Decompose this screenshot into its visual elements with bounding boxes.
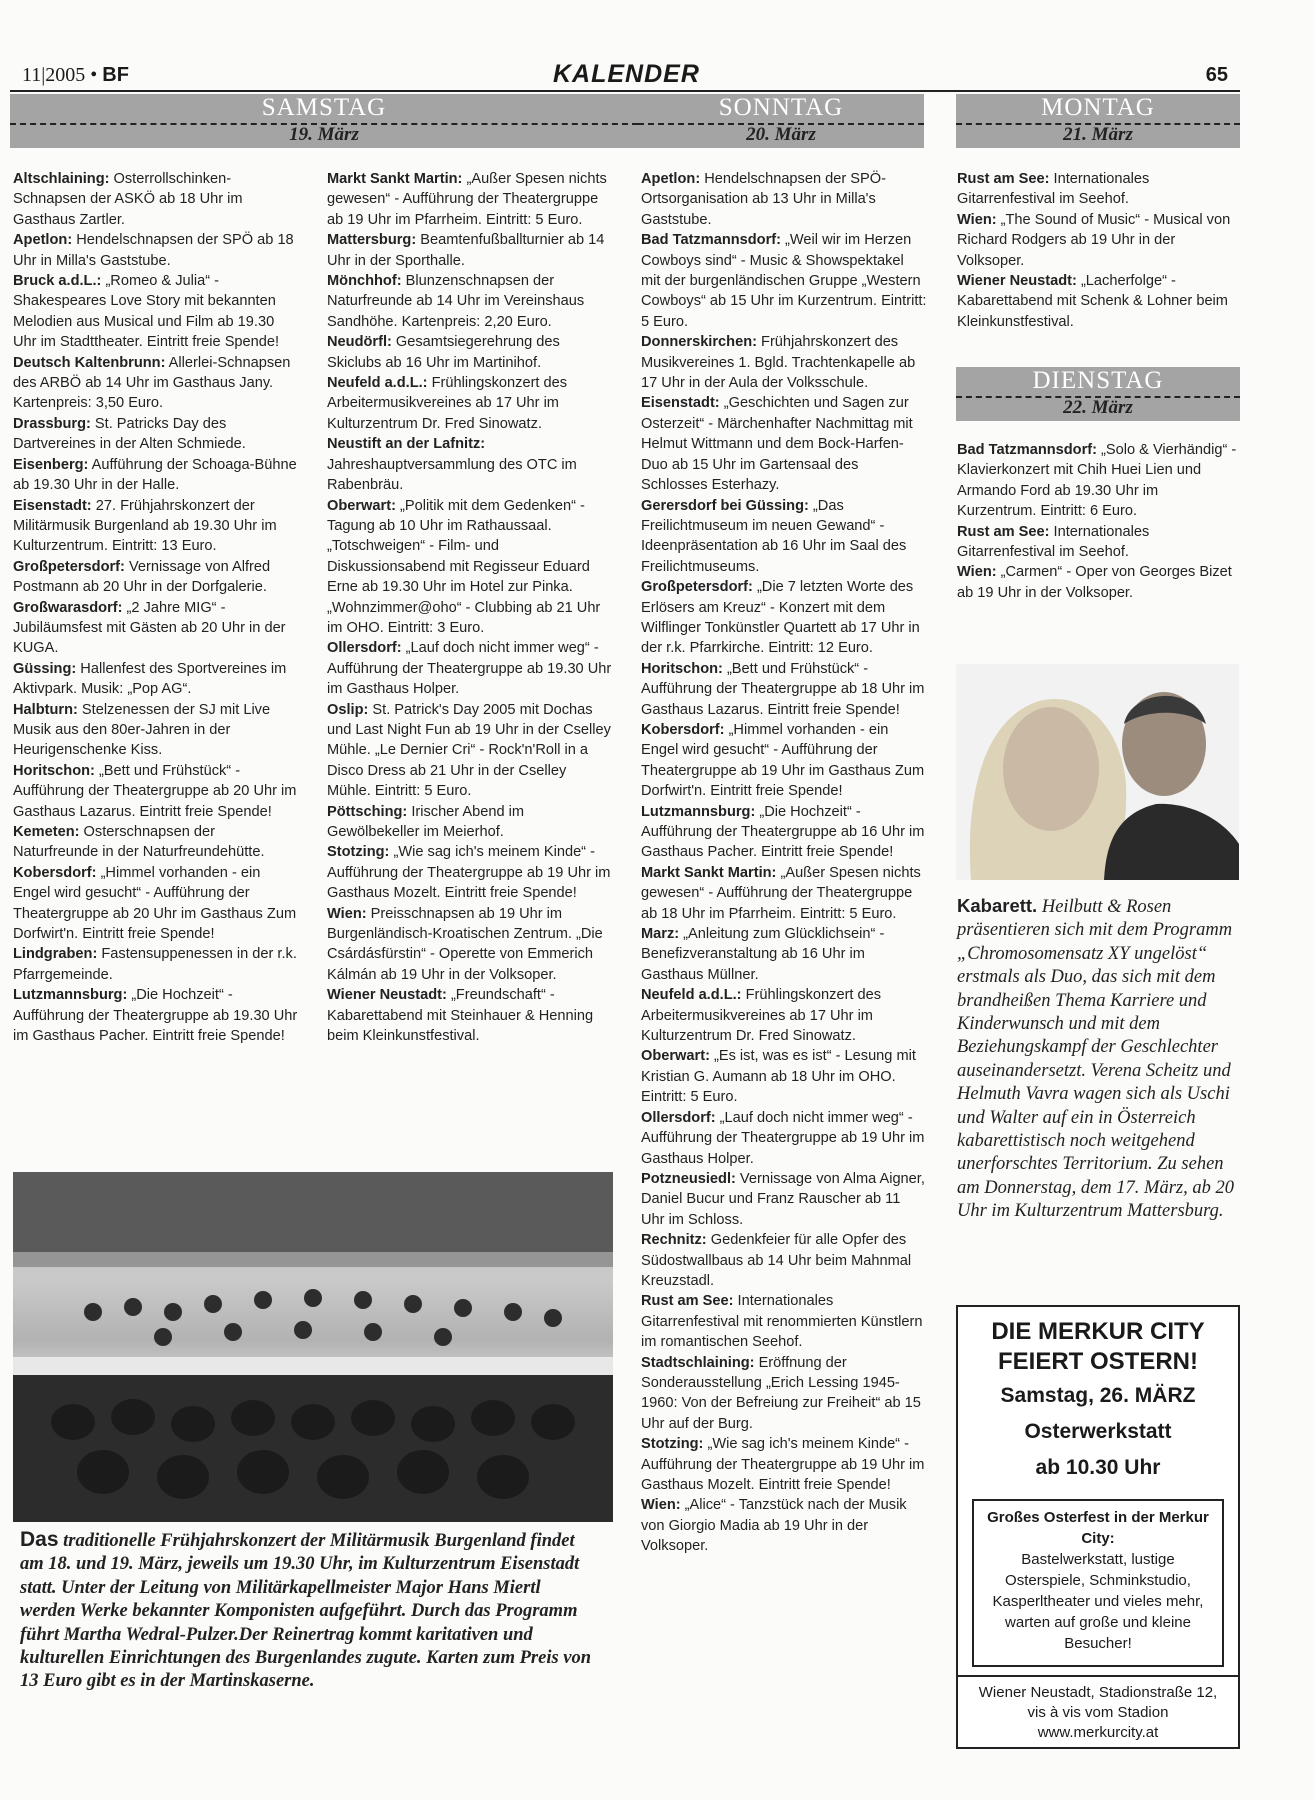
- ad-headline-1: DIE MERKUR CITY: [991, 1318, 1205, 1345]
- event-entry: [13, 414, 299, 455]
- event-description: „Alice“ - Tanzstück nach der Musik von Giorgio Madia ab 19 Uhr in der Volksoper.: [641, 1497, 907, 1555]
- event-place: Kobersdorf:: [641, 721, 725, 738]
- event-entry: [327, 842, 613, 903]
- event-description: „Himmel vorhanden - ein Engel wird gesucht“ - Aufführung der Theatergruppe ab 20 Uhr im Gasthaus Zum Dorfwirt'n. Eintritt freie Spende!: [13, 864, 297, 943]
- magazine-name: BF: [102, 64, 129, 86]
- event-entry: [641, 1169, 927, 1230]
- event-entry: [641, 393, 927, 495]
- dashed-divider: [956, 396, 1240, 398]
- event-place: Wien:: [641, 1497, 681, 1514]
- event-entry: [13, 659, 299, 700]
- event-place: Wien:: [327, 905, 367, 922]
- event-description: „Lauf doch nicht immer weg“ - Aufführung der Theatergruppe ab 19 Uhr im Gasthaus Holper.: [641, 1109, 925, 1167]
- event-description: Irischer Abend im Gewölbekeller im Meierhof.: [327, 803, 525, 840]
- event-place: Oslip:: [327, 701, 369, 718]
- day-name: MONTAG: [1041, 94, 1155, 121]
- event-description: „Die Hochzeit“ - Aufführung der Theatergruppe ab 19.30 Uhr im Gasthaus Pacher. Eintritt freie Spende!: [13, 987, 298, 1045]
- event-description: Beamtenfußballturnier ab 14 Uhr in der Sporthalle.: [327, 232, 605, 269]
- kabarett-photo: [956, 664, 1239, 880]
- ad-website: www.merkurcity.at: [1037, 1724, 1159, 1741]
- event-entry: [13, 230, 299, 271]
- event-place: Donnerskirchen:: [641, 334, 757, 351]
- orchestra-illustration: [13, 1172, 613, 1522]
- event-description: Hendelschnapsen der SPÖ-Ortsorganisation ab 13 Uhr in Milla's Gaststube.: [641, 171, 886, 228]
- issue-number: 11|2005: [22, 64, 86, 86]
- event-place: Altschlaining:: [13, 171, 110, 187]
- event-description: Gedenkfeier für alle Opfer des Südostwallbaus ab 14 Uhr beim Mahnmal Kreuzstadl.: [641, 1232, 912, 1289]
- event-entry: [957, 522, 1239, 563]
- event-place: Wien:: [957, 211, 997, 228]
- event-description: St. Patricks Day des Dartvereines in der Alten Schmiede.: [13, 415, 246, 453]
- event-entry: [957, 271, 1239, 332]
- event-entry: [641, 332, 927, 393]
- event-description: „Wie sag ich's meinem Kinde“ - Aufführung der Theatergruppe ab 19 Uhr im Gasthaus Mozelt. Eintritt freie Spende!: [641, 1436, 925, 1493]
- event-place: Eisenberg:: [13, 456, 89, 473]
- caption-text: traditionelle Frühjahrskonzert der Militärmusik Burgenland findet am 18. und 19. März, jeweils um 19.30 Uhr, im Kulturzentrum Eisenstadt statt. Unter der Leitung von Militärkapellmeister Major Hans Miertl werden Werke bekannter Komponisten aufgeführt. Durch das Programm führt Martha Wedral-Pulzer.Der Reinertrag kommt karitativen und kulturellen Einrichtungen des Burgenlandes zugute. Karten zum Preis von 13 Euro gibt es in der Martinskaserne.: [20, 1531, 592, 1692]
- event-description: Jahreshauptversammlung des OTC im Rabenbräu.: [327, 456, 577, 494]
- event-description: „Politik mit dem Gedenken“ - Tagung ab 10 Uhr im Rathaussaal. „Totschweigen“ - Film- und Diskussionsabend mit Regisseur Eduard Erne ab 19.30 Uhr im Hotel zur Pinka. „Wohnzimmer@oho“ - Clubbing ab 21 Uhr im OHO. Eintritt: 3 Euro.: [327, 497, 601, 636]
- event-description: Osterschnapsen der Naturfreunde in der Naturfreundehütte.: [13, 824, 265, 861]
- event-description: „Lacherfolge“ - Kabarettabend mit Schenk & Lohner beim Kleinkunstfestival.: [957, 273, 1228, 330]
- day-header-sonntag: [638, 94, 924, 148]
- event-description: Blunzenschnapsen der Naturfreunde ab 14 Uhr im Vereinshaus Sandhöhe. Kartenpreis: 2,20 Euro.: [327, 273, 585, 330]
- day-date: 19. März: [289, 124, 359, 145]
- event-description: „2 Jahre MIG“ - Jubiläumsfest mit Gästen ab 20 Uhr in der KUGA.: [13, 599, 286, 657]
- event-entry: [641, 659, 927, 720]
- event-entry: [641, 1353, 927, 1435]
- event-place: Neudörfl:: [327, 334, 392, 351]
- event-entry: [327, 271, 613, 332]
- event-entry: [13, 271, 299, 353]
- event-entry: [13, 761, 299, 822]
- photo-caption: [20, 1528, 600, 1694]
- event-entry: [327, 496, 613, 639]
- event-place: Potzneusiedl:: [641, 1170, 736, 1187]
- event-entry: [327, 169, 613, 230]
- event-description: Vernissage von Alma Aigner, Daniel Bucur und Franz Rauscher ab 11 Uhr im Schloss.: [641, 1170, 925, 1228]
- event-description: Hallenfest des Sportvereines im Aktivpark. Musik: „Pop AG“.: [13, 660, 287, 698]
- event-entry: [641, 802, 927, 863]
- event-description: „Die Hochzeit“ - Aufführung der Theatergruppe ab 16 Uhr im Gasthaus Pacher. Eintritt freie Spende!: [641, 803, 925, 861]
- samstag-column-2: [327, 169, 613, 1046]
- event-description: „Anleitung zum Glücklichsein“ - Benefizveranstaltung ab 16 Uhr im Gasthaus Müllner.: [641, 926, 885, 983]
- event-place: Rechnitz:: [641, 1232, 707, 1249]
- day-name: SONNTAG: [718, 94, 844, 121]
- event-place: Deutsch Kaltenbrunn:: [13, 354, 166, 371]
- event-description: Internationales Gitarrenfestival im Seehof.: [957, 523, 1150, 561]
- event-place: Marz:: [641, 926, 680, 943]
- event-place: Neufeld a.d.L.:: [327, 375, 428, 392]
- event-description: „Himmel vorhanden - ein Engel wird gesucht“ - Aufführung der Theatergruppe ab 19 Uhr im Gasthaus Zum Dorfwirt'n. Eintritt freie Spende!: [641, 721, 925, 800]
- event-description: „Bett und Frühstück“ - Aufführung der Theatergruppe ab 20 Uhr im Gasthaus Lazarus. Eintritt freie Spende!: [13, 762, 297, 820]
- header-rule: [10, 90, 1240, 92]
- event-entry: [327, 332, 613, 373]
- ad-date: Samstag, 26. MÄRZ: [1000, 1384, 1196, 1407]
- event-entry: [641, 720, 927, 802]
- day-date: 20. März: [746, 124, 816, 145]
- day-date: 22. März: [1063, 397, 1133, 418]
- event-place: Stotzing:: [641, 1436, 704, 1453]
- event-place: Mattersburg:: [327, 232, 417, 249]
- event-place: Oberwart:: [641, 1048, 710, 1065]
- event-description: „Freundschaft“ - Kabarettabend mit Steinhauer & Henning beim Kleinkunstfestival.: [327, 987, 594, 1045]
- samstag-column-1: [13, 169, 299, 1046]
- event-place: Markt Sankt Martin:: [327, 171, 463, 187]
- event-description: „Bett und Frühstück“ - Aufführung der Theatergruppe ab 18 Uhr im Gasthaus Lazarus. Eintritt freie Spende!: [641, 660, 925, 718]
- page-number: 65: [1205, 64, 1228, 86]
- ad-box-text: Bastelwerkstatt, lustige Osterspiele, Schminkstudio, Kasperltheater und vieles mehr, warten auf große und kleine Besucher!: [992, 1551, 1204, 1652]
- event-entry: [641, 577, 927, 659]
- event-place: Stotzing:: [327, 844, 390, 861]
- event-description: Preisschnapsen ab 19 Uhr im Burgenländisch-Kroatischen Zentrum. „Die Csárdásfürstin“ - Operette von Emmerich Kálmán ab 19 Uhr in der Volksoper.: [327, 905, 603, 983]
- event-entry: [13, 598, 299, 659]
- event-place: Neustift an der Lafnitz:: [327, 436, 486, 453]
- event-place: Apetlon:: [13, 232, 73, 249]
- event-place: Großpetersdorf:: [13, 558, 125, 575]
- event-description: Stelzenessen der SJ mit Live Musik aus den 80er-Jahren in der Heurigenschenke Kiss.: [13, 701, 271, 759]
- event-description: „Es ist, was es ist“ - Lesung mit Kristian G. Aumann ab 18 Uhr im OHO. Eintritt: 5 Euro.: [641, 1048, 916, 1106]
- event-place: Kemeten:: [13, 824, 80, 840]
- day-name: DIENSTAG: [1032, 367, 1164, 394]
- dienstag-column: [957, 440, 1239, 603]
- event-place: Kobersdorf:: [13, 864, 97, 881]
- event-place: Wien:: [957, 564, 997, 581]
- event-description: Vernissage von Alfred Postmann ab 20 Uhr in der Dorfgalerie.: [13, 558, 271, 596]
- event-place: Oberwart:: [327, 497, 396, 514]
- event-entry: [13, 700, 299, 761]
- day-header-dienstag: [956, 367, 1240, 421]
- event-place: Horitschon:: [13, 762, 95, 779]
- event-place: Großpetersdorf:: [641, 579, 753, 596]
- event-entry: [13, 944, 299, 985]
- ad-address: Wiener Neustadt, Stadionstraße 12,: [978, 1684, 1218, 1701]
- event-place: Rust am See:: [957, 171, 1050, 187]
- event-description: „The Sound of Music“ - Musical von Richard Rodgers ab 19 Uhr in der Volksoper.: [957, 211, 1231, 269]
- ad-footer: [958, 1683, 1238, 1743]
- event-description: Allerlei-Schnapsen des ARBÖ ab 14 Uhr im Gasthaus Jany. Kartenpreis: 3,50 Euro.: [13, 354, 291, 412]
- event-entry: [957, 210, 1239, 271]
- event-entry: [13, 822, 299, 863]
- event-place: Eisenstadt:: [641, 395, 720, 412]
- kabarett-lead: Kabarett.: [957, 895, 1038, 916]
- ad-event: Osterwerkstatt: [1024, 1420, 1172, 1443]
- event-entry: [641, 1495, 927, 1556]
- event-entry: [641, 924, 927, 985]
- event-entry: [641, 1291, 927, 1352]
- event-entry: [13, 353, 299, 414]
- event-place: Markt Sankt Martin:: [641, 864, 777, 881]
- event-description: „Carmen“ - Oper von Georges Bizet ab 19 Uhr in der Volksoper.: [957, 564, 1232, 601]
- event-entry: [641, 1108, 927, 1169]
- dashed-divider: [956, 123, 1240, 125]
- day-date: 21. März: [1063, 124, 1133, 145]
- event-place: Güssing:: [13, 660, 77, 677]
- ad-address-note: vis à vis vom Stadion: [1027, 1704, 1169, 1721]
- event-entry: [13, 169, 299, 230]
- event-entry: [641, 985, 927, 1046]
- event-description: „Das Freilichtmuseum im neuen Gewand“ - Ideenpräsentation ab 16 Uhr im Saal des Freilichtmuseums.: [641, 497, 907, 575]
- event-place: Lindgraben:: [13, 946, 98, 963]
- event-description: „Wie sag ich's meinem Kinde“ - Aufführung der Theatergruppe ab 19 Uhr im Gasthaus Mozelt. Eintritt freie Spende!: [327, 844, 611, 902]
- event-entry: [641, 496, 927, 578]
- event-description: Gesamtsiegerehrung des Skiclubs ab 16 Uhr im Martinihof.: [327, 334, 560, 371]
- duo-portrait-illustration: [956, 664, 1239, 880]
- event-place: Pöttsching:: [327, 803, 408, 820]
- event-place: Lutzmannsburg:: [13, 987, 128, 1004]
- event-entry: [957, 440, 1239, 522]
- event-place: Wiener Neustadt:: [957, 273, 1077, 290]
- event-place: Horitschon:: [641, 660, 723, 677]
- event-entry: [327, 904, 613, 986]
- event-entry: [327, 230, 613, 271]
- event-description: „Lauf doch nicht immer weg“ - Aufführung der Theatergruppe ab 19.30 Uhr im Gasthaus Holper.: [327, 640, 612, 698]
- concert-photo: [13, 1172, 613, 1522]
- dashed-divider: [10, 123, 638, 125]
- ad-time: ab 10.30 Uhr: [1035, 1456, 1161, 1479]
- event-entry: [327, 638, 613, 699]
- event-place: Drassburg:: [13, 415, 91, 432]
- event-description: Aufführung der Schoaga-Bühne ab 19.30 Uhr in der Halle.: [13, 456, 297, 494]
- event-description: Fastensuppenessen in der r.k. Pfarrgemeinde.: [13, 946, 297, 983]
- event-place: Ollersdorf:: [327, 640, 402, 657]
- ad-headline-2: FEIERT OSTERN!: [997, 1348, 1198, 1375]
- event-entry: [641, 1230, 927, 1291]
- ad-divider: [958, 1675, 1238, 1677]
- day-name: SAMSTAG: [261, 94, 387, 121]
- kabarett-caption: [957, 894, 1239, 1224]
- event-description: St. Patrick's Day 2005 mit Dochas und Last Night Fun ab 19 Uhr in der Cselley Mühle. „Le Dernier Cri“ - Rock'n'Roll in a Disco Dress ab 21 Uhr in der Cselley Mühle. Eintritt: 5 Euro.: [327, 701, 611, 800]
- kabarett-text: Heilbutt & Rosen präsentieren sich mit dem Programm „Chromosomensatz XY ungelöst“ erstmals als Duo, das sich mit dem brandheißen Thema Karriere und Kinderwunsch und mit dem Beziehungskampf der Geschlechter auseinandersetzt. Verena Scheitz und Helmuth Vavra wagen sich als Uschi und Walter auf ein in Österreich kabarettistisch noch weitgehend unerforschtes Territorium. Zu sehen am Donnerstag, dem 17. März, ab 20 Uhr im Kulturzentrum Mattersburg.: [957, 897, 1234, 1222]
- event-place: Rust am See:: [641, 1293, 734, 1310]
- event-entry: [957, 169, 1239, 210]
- event-description: 27. Frühjahrskonzert der Militärmusik Burgenland ab 19.30 Uhr im Kulturzentrum. Eintritt: 13 Euro.: [13, 497, 277, 555]
- event-place: Lutzmannsburg:: [641, 803, 756, 820]
- event-description: „Außer Spesen nichts gewesen“ - Aufführung der Theatergruppe ab 18 Uhr im Pfarrheim. Eintritt: 5 Euro.: [641, 864, 921, 922]
- event-entry: [327, 985, 613, 1046]
- event-description: Osterrollschinken-Schnapsen der ASKÖ ab 18 Uhr im Gasthaus Zartler.: [13, 171, 243, 228]
- event-place: Ollersdorf:: [641, 1109, 716, 1126]
- event-place: Apetlon:: [641, 171, 701, 187]
- event-place: Großwarasdorf:: [13, 599, 123, 616]
- event-description: Frühlingskonzert des Arbeitermusikvereines ab 17 Uhr im Kulturzentrum Dr. Fred Sinowatz.: [327, 375, 568, 432]
- event-description: Frühjahrskonzert des Musikvereines 1. Bgld. Trachtenkapelle ab 17 Uhr in der Aula der Volksschule.: [641, 334, 916, 392]
- page-title: KALENDER: [553, 60, 700, 88]
- event-entry: [13, 985, 299, 1046]
- event-place: Eisenstadt:: [13, 497, 92, 514]
- ad-box-title: Großes Osterfest in der Merkur City:: [987, 1509, 1209, 1547]
- event-entry: [641, 863, 927, 924]
- event-description: Internationales Gitarrenfestival mit renommierten Künstlern im romantischen Seehof.: [641, 1293, 923, 1351]
- event-entry: [957, 562, 1239, 603]
- issue-info: 11|2005 • BF: [22, 64, 129, 86]
- event-place: Neufeld a.d.L.:: [641, 987, 742, 1004]
- event-entry: [641, 169, 927, 230]
- event-place: Bad Tatzmannsdorf:: [641, 232, 781, 249]
- event-description: „Weil wir im Herzen Cowboys sind“ - Music & Showspektakel mit der burgenländischen Gruppe „Western Cowboys“ ab 15 Uhr im Kurzentrum. Eintritt: 5 Euro.: [641, 232, 927, 330]
- event-entry: [327, 802, 613, 843]
- event-description: „Solo & Vierhändig“ - Klavierkonzert mit Chih Huei Lien und Armando Ford ab 19.30 Uhr im Kurzentrum. Eintritt: 6 Euro.: [957, 442, 1237, 520]
- event-entry: [13, 455, 299, 496]
- event-place: Wiener Neustadt:: [327, 987, 447, 1004]
- event-entry: [327, 373, 613, 434]
- event-place: Halbturn:: [13, 701, 78, 718]
- event-entry: [13, 863, 299, 945]
- ad-info-box: [972, 1499, 1224, 1667]
- event-entry: [641, 230, 927, 332]
- event-place: Mönchhof:: [327, 273, 402, 290]
- event-description: Internationales Gitarrenfestival im Seehof.: [957, 171, 1150, 208]
- merkur-city-ad: [956, 1305, 1240, 1749]
- event-entry: [13, 557, 299, 598]
- event-place: Bruck a.d.L.:: [13, 273, 102, 290]
- event-description: „Die 7 letzten Worte des Erlösers am Kreuz“ - Konzert mit dem Wilflinger Tonkünstler Quartett ab 17 Uhr in der r.k. Pfarrkirche. Eintritt: 12 Euro.: [641, 579, 920, 657]
- event-place: Gerersdorf bei Güssing:: [641, 497, 809, 514]
- event-place: Rust am See:: [957, 523, 1050, 540]
- event-description: „Geschichten und Sagen zur Osterzeit“ - Märchenhafter Nachmittag mit Helmut Wittmann und dem Bock-Harfen-Duo ab 15 Uhr im Gartensaal des Schlosses Esterhazy.: [641, 395, 913, 494]
- event-entry: [641, 1434, 927, 1495]
- dashed-divider: [638, 123, 924, 125]
- event-entry: [13, 496, 299, 557]
- caption-lead: Das: [20, 1528, 59, 1551]
- day-header-montag: [956, 94, 1240, 148]
- sonntag-column: [641, 169, 927, 1557]
- event-entry: [327, 700, 613, 802]
- event-entry: [641, 1046, 927, 1107]
- event-place: Stadtschlaining:: [641, 1354, 755, 1371]
- day-header-samstag: [10, 94, 638, 148]
- event-place: Bad Tatzmannsdorf:: [957, 442, 1097, 458]
- event-description: Hendelschnapsen der SPÖ ab 18 Uhr in Milla's Gaststube.: [13, 232, 294, 269]
- event-entry: [327, 434, 613, 495]
- event-description: „Außer Spesen nichts gewesen“ - Aufführung der Theatergruppe ab 19 Uhr im Pfarrheim. Eintritt: 5 Euro.: [327, 171, 607, 228]
- event-description: Eröffnung der Sonderausstellung „Erich Lessing 1945-1960: Von der Befreiung zur Freiheit“ ab 15 Uhr auf der Burg.: [641, 1354, 921, 1432]
- montag-column: [957, 169, 1239, 332]
- event-description: Frühlingskonzert des Arbeitermusikvereines ab 17 Uhr im Kulturzentrum Dr. Fred Sinowatz.: [641, 987, 882, 1045]
- event-description: „Romeo & Julia“ - Shakespeares Love Story mit bekannten Melodien aus Musical und Film ab 19.30 Uhr im Stadttheater. Eintritt freie Spende!: [13, 273, 280, 351]
